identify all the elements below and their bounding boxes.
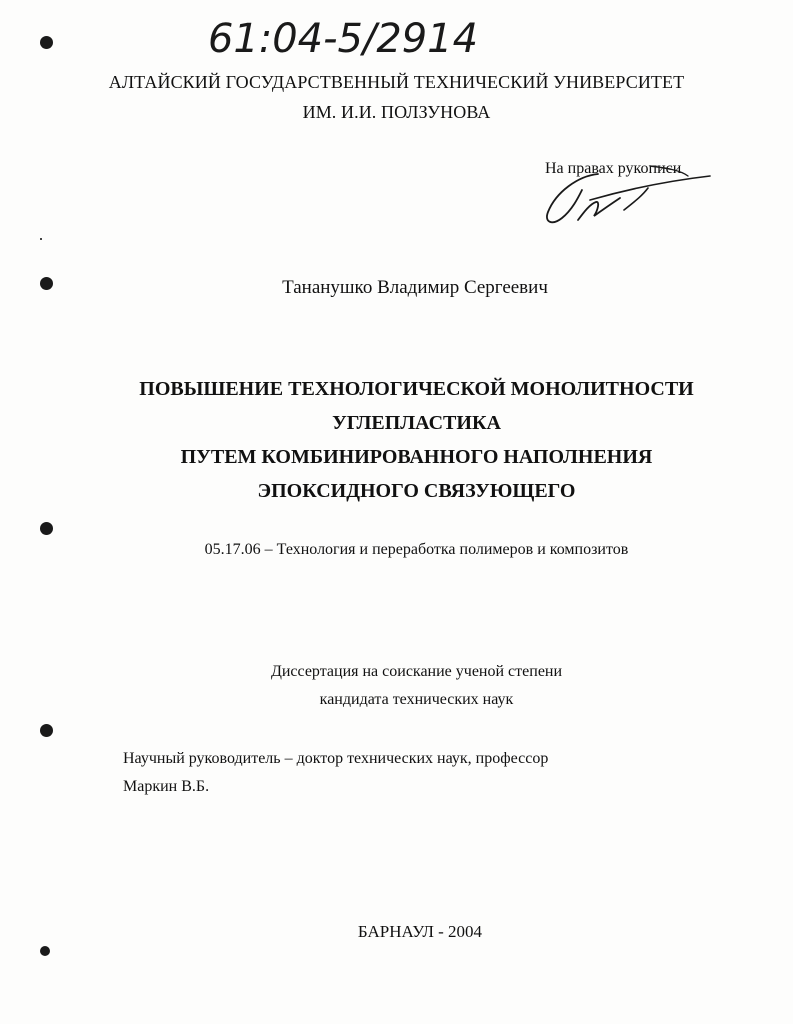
- university-named-after: ИМ. И.И. ПОЛЗУНОВА: [302, 102, 491, 122]
- supervisor-line: Маркин В.Б.: [123, 778, 210, 795]
- handwritten-catalog-number: [200, 8, 490, 68]
- degree-statement: [0, 658, 793, 714]
- signature-icon: [538, 162, 718, 234]
- degree-line: кандидата технических наук: [319, 691, 514, 708]
- degree-line: Диссертация на соискание ученой степени: [270, 663, 563, 680]
- title-line: ЭПОКСИДНОГО СВЯЗУЮЩЕГО: [257, 480, 576, 502]
- author-name: Тананушко Владимир Сергеевич: [282, 277, 548, 298]
- handwritten-number-text: 61:04-5/2914: [208, 16, 478, 62]
- binding-hole-mark: [40, 724, 53, 737]
- title-line: УГЛЕПЛАСТИКА: [332, 412, 501, 434]
- city-and-year: БАРНАУЛ - 2004: [357, 922, 483, 941]
- title-line: ПОВЫШЕНИЕ ТЕХНОЛОГИЧЕСКОЙ МОНОЛИТНОСТИ: [139, 378, 694, 400]
- scan-speck: [40, 238, 42, 240]
- specialty-code: 05.17.06 – Технология и переработка полимеров и композитов: [204, 541, 629, 558]
- binding-hole-mark: [40, 36, 53, 49]
- binding-hole-mark: [40, 522, 53, 535]
- dissertation-title: [0, 372, 793, 508]
- title-line: ПУТЕМ КОМБИНИРОВАННОГО НАПОЛНЕНИЯ: [180, 446, 653, 468]
- scientific-supervisor: [123, 745, 548, 801]
- manuscript-rights-note: На правах рукописи: [545, 160, 682, 177]
- supervisor-line: Научный руководитель – доктор технических наук, профессор: [123, 750, 549, 767]
- binding-hole-mark: [40, 946, 50, 956]
- university-name: АЛТАЙСКИЙ ГОСУДАРСТВЕННЫЙ ТЕХНИЧЕСКИЙ УНИВЕРСИТЕТ: [108, 72, 685, 92]
